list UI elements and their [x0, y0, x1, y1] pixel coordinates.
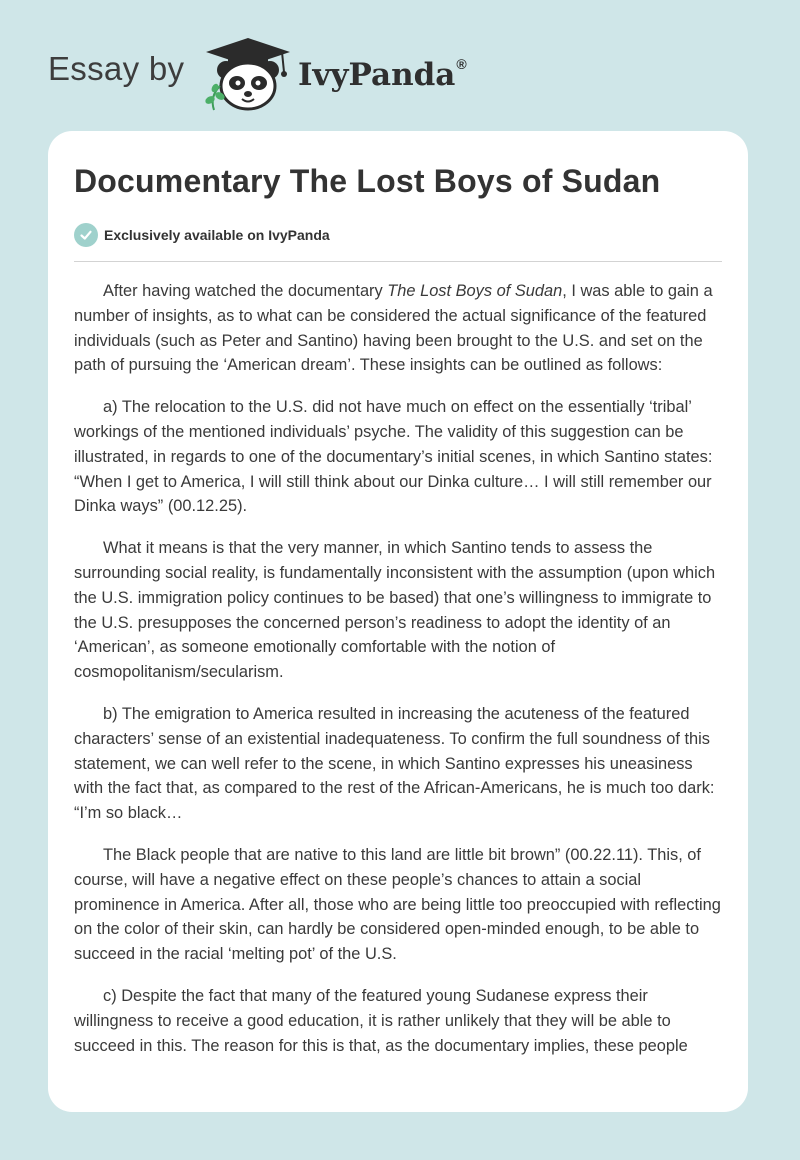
paragraph-1-rest: , I was able to gain a number of insights, as to what can be considered the actual significance of the featured individuals (such as Peter and Santino) having been brought to the U.S. and set on the path of pursuing the ‘American dream’. These insights can be outlined as follows:: [74, 282, 713, 375]
exclusive-badge: [74, 222, 330, 248]
essay-card: [48, 131, 748, 1112]
site-header: [48, 34, 568, 114]
paragraph-4: b) The emigration to America resulted in increasing the acuteness of the featured characters’ sense of an existential inadequateness. To confirm the full soundness of this statement, we can well refer to the scene, in which Santino expresses his uneasiness with the fact that, as compared to the rest of the African-Americans, he is much too dark: “I’m so black…: [74, 704, 715, 823]
essay-body: [74, 279, 726, 1075]
page-title: Documentary The Lost Boys of Sudan: [74, 163, 661, 199]
paragraph-2: a) The relocation to the U.S. did not have much on effect on the essentially ‘tribal’ workings of the mentioned individuals’ psyche. The validity of this suggestion can be illustrated, in regards to one of the documentary’s initial scenes, in which Santino states: “When I get to America, I will still think about our Dinka culture… I will still remember our Dinka ways” (00.12.25).: [74, 398, 713, 516]
exclusive-badge-label: Exclusively available on IvyPanda: [104, 227, 330, 243]
ivypanda-wordmark[interactable]: [298, 56, 467, 93]
paragraph-6: c) Despite the fact that many of the featured young Sudanese express their willingness to receive a good education, it is rather unlikely that they will be able to succeed in this. The reason for this is that, as the documentary implies, these people: [74, 986, 688, 1055]
film-title: The Lost Boys of Sudan: [387, 282, 563, 300]
paragraph-5: The Black people that are native to this land are little bit brown” (00.22.11). This, of course, will have a negative effect on these people’s chances to attain a social prominence in America. After all, those who are being little too preoccupied with reflecting on the color of their skin, can hardly be considered open-minded enough, to be able to succeed in the racial ‘melting pot’ of the U.S.: [74, 845, 721, 964]
essay-by-label: Essay by: [48, 50, 185, 87]
checkmark-icon: [74, 223, 98, 247]
paragraph-1: [74, 279, 726, 378]
divider: [74, 261, 722, 262]
registered-mark: ®: [456, 56, 467, 72]
paragraph-3: What it means is that the very manner, in which Santino tends to assess the surrounding social reality, is fundamentally inconsistent with the assumption (upon which the U.S. immigration policy continues to be based) that one’s willingness to immigrate to the U.S. presupposes the concerned person’s readiness to adopt the identity of an ‘American’, as someone emotionally comfortable with the notion of cosmopolitanism/secularism.: [74, 539, 716, 682]
ivypanda-logo-icon[interactable]: [202, 36, 294, 112]
paragraph-1-lead: After having watched the documentary: [103, 282, 388, 300]
brand-name-text: IvyPanda: [298, 57, 456, 93]
